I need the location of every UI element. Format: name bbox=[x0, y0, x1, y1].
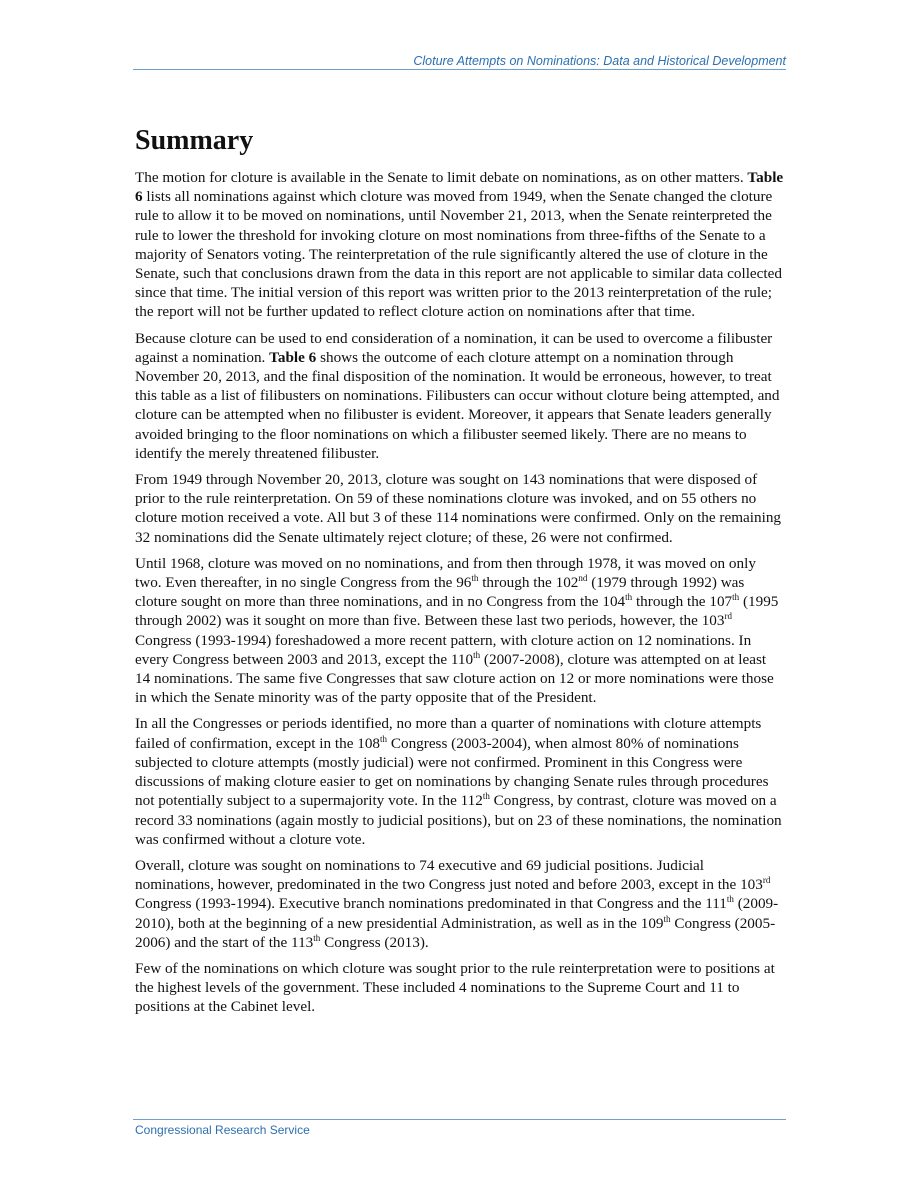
ordinal-suffix: th bbox=[625, 592, 633, 603]
paragraph-5-text: Congress, by contrast, cloture was moved on a record 33 nominations (again mostly to judicial positions), but on 23 of these nominations, the nomination was confirmed without a cloture vote. bbox=[135, 792, 782, 848]
paragraph-5 bbox=[135, 714, 785, 848]
paragraph-1-text-a: The motion for cloture is available in the Senate to limit debate on nominations, as on other matters. bbox=[135, 169, 748, 186]
paragraph-4-text: (2007-2008), cloture was attempted on at least 14 nominations. The same five Congresses that saw cloture action on 12 or more nominations were those in which the Senate minority was of the party opposite that of the President. bbox=[135, 650, 774, 707]
paragraph-1 bbox=[135, 168, 785, 322]
ordinal-suffix: rd bbox=[762, 875, 771, 886]
ordinal-suffix: th bbox=[471, 573, 479, 583]
ordinal-suffix: th bbox=[726, 894, 734, 905]
paragraph-5-text: In all the Congresses or periods identified, no more than a quarter of nominations with cloture attempts failed of confirmation, except in the 108 bbox=[135, 715, 762, 752]
ordinal-suffix: nd bbox=[578, 573, 588, 583]
paragraph-4-text: (1995 through 2002) was it sought on more than five. Between these last two periods, however, the 103 bbox=[135, 593, 779, 630]
paragraph-2 bbox=[135, 329, 785, 463]
ordinal-suffix: rd bbox=[724, 611, 732, 622]
paragraph-6-text: Congress (2005-2006) and the start of the 113 bbox=[135, 914, 776, 951]
paragraph-6-text: Congress (1993-1994). Executive branch nominations predominated in that Congress and the 111 bbox=[135, 895, 727, 913]
paragraph-4-text: through the 107 bbox=[632, 593, 733, 611]
paragraph-6-text: (2009-2010), both at the beginning of a new presidential Administration, as well as in the 109 bbox=[135, 895, 779, 932]
header-rule bbox=[133, 69, 786, 70]
ordinal-suffix: th bbox=[482, 791, 490, 802]
ordinal-suffix: th bbox=[380, 733, 388, 744]
paragraph-2-text-b: shows the outcome of each cloture attempt on a nomination through November 20, 2013, and the final disposition of the nomination. It would be erroneous, however, to treat this table as a list of filibusters on nominations. Filibusters can occur without cloture being attempted, and cloture can be attempted when no filibuster is evident. Moreover, it appears that Senate leaders generally avoided bringing to the floor nominations on which a filibuster seemed likely. There are no means to identify the merely threatened filibuster. bbox=[135, 348, 780, 462]
footer-label: Congressional Research Service bbox=[135, 1123, 310, 1137]
section-title: Summary bbox=[135, 125, 254, 156]
paragraph-2-text-a: Because cloture can be used to end consideration of a nomination, it can be used to overcome a filibuster against a nomination. bbox=[135, 329, 773, 366]
paragraph-4-text: Until 1968, cloture was moved on no nominations, and from then through 1978, it was moved on only two. Even thereafter, in no single Congress from the 96 bbox=[135, 554, 756, 592]
paragraph-4 bbox=[135, 554, 785, 708]
paragraph-7: Few of the nominations on which cloture was sought prior to the rule reinterpretation were to positions at the highest levels of the government. These included 4 nominations to the Supreme Court and 11 to positions at the Cabinet level. bbox=[135, 959, 775, 1016]
table-6-ref: Table 6 bbox=[135, 169, 784, 206]
paragraph-6-text: Congress (2013). bbox=[320, 933, 429, 951]
paragraph-6-text: Overall, cloture was sought on nominations to 74 executive and 69 judicial positions. Judicial nominations, however, predominated in the two Congress just noted and before 2003, except in the 103 bbox=[135, 856, 763, 894]
ordinal-suffix: th bbox=[732, 592, 740, 603]
ordinal-suffix: th bbox=[313, 932, 321, 943]
running-header: Cloture Attempts on Nominations: Data and Historical Development bbox=[413, 54, 786, 68]
document-body bbox=[135, 122, 785, 1024]
paragraph-4-text: (1979 through 1992) was cloture sought on more than three nominations, and in no Congress from the 104 bbox=[135, 574, 745, 611]
paragraph-4-text: Congress (1993-1994) foreshadowed a more recent pattern, with cloture action on 12 nominations. In every Congress between 2003 and 2013, except the 110 bbox=[135, 631, 752, 668]
paragraph-5-text: Congress (2003-2004), when almost 80% of nominations subjected to cloture attempts (mostly judicial) were not confirmed. Prominent in this Congress were discussions of making cloture easier to get on nominations by changing Senate rules through procedures not potentially subject to a supermajority vote. In the 112 bbox=[135, 734, 769, 810]
paragraph-3: From 1949 through November 20, 2013, cloture was sought on 143 nominations that were disposed of prior to the rule reinterpretation. On 59 of these nominations cloture was invoked, and on 55 others no cloture motion received a vote. All but 3 of these 114 nominations were confirmed. Only on the remaining 32 nominations did the Senate ultimately reject cloture; of these, 26 were not confirmed. bbox=[135, 471, 782, 546]
footer-rule bbox=[133, 1119, 786, 1120]
ordinal-suffix: th bbox=[663, 913, 671, 924]
paragraph-4-text: through the 102 bbox=[478, 574, 579, 592]
paragraph-1-text-b: lists all nominations against which cloture was moved from 1949, when the Senate changed the cloture rule to allow it to be moved on nominations, until November 21, 2013, when the Senate reinterpreted the rule to lower the threshold for invoking cloture on most nominations from three-fifths of the Senate to a majority of Senators voting. The reinterpretation of the rule significantly altered the use of cloture in the Senate, such that conclusions drawn from the data in this report are not applicable to similar data collected since that time. The initial version of this report was written prior to the 2013 reinterpretation of the rule; the report will not be further updated to reflect cloture action on nominations after that time. bbox=[135, 188, 782, 321]
ordinal-suffix: th bbox=[473, 649, 481, 660]
table-6-ref: Table 6 bbox=[269, 348, 317, 366]
paragraph-6 bbox=[135, 856, 785, 952]
